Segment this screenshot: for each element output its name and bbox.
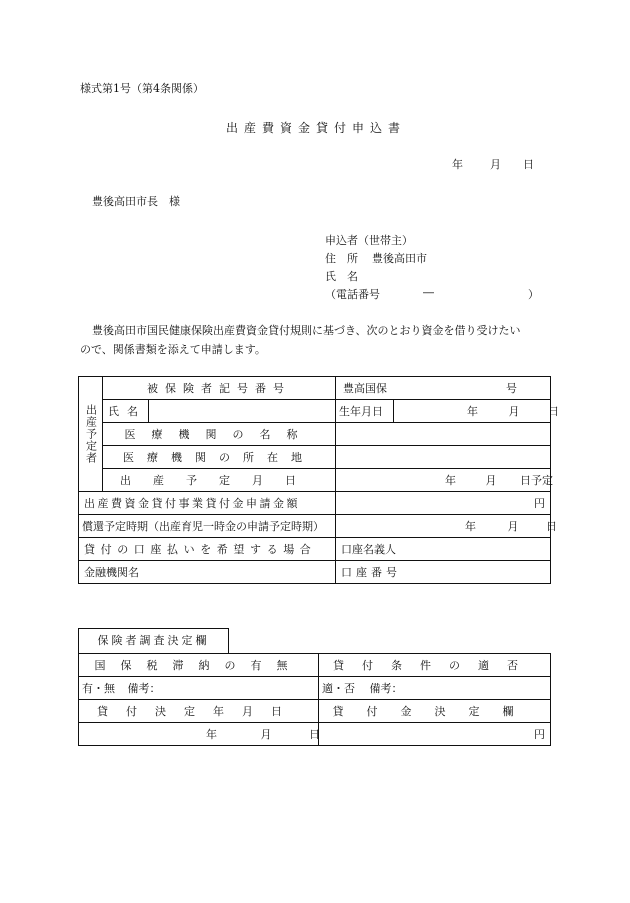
tax-row [79,654,551,677]
decision-date-label: 貸付決定年月日 [97,705,300,718]
insured-no-field[interactable] [336,377,551,400]
decision-month: 月 [260,728,272,741]
addressee: 豊後高田市長 様 [92,195,180,208]
decision-amount-yen: 円 [534,728,545,741]
repay-row [79,515,551,538]
hospital-address-row [79,446,551,469]
hospital-name-field[interactable] [336,423,551,446]
phone-label: （電話番号 [325,288,380,301]
status-row [79,677,551,700]
insured-suffix: 号 [506,382,517,395]
due-date-label: 出産予定月日 [120,474,318,487]
decision-year: 年 [206,728,217,741]
tax-label: 国保税滞納の有無 [94,659,303,672]
hospital-name-label: 医療機関の名称 [124,428,314,441]
loan-amount-row [79,492,551,515]
decision-amount-label: 貸付金決定欄 [332,705,537,718]
decision-amount-field[interactable] [319,723,551,746]
address-label: 住 所 [325,252,358,265]
applicant-name-label: 氏 名 [325,270,358,283]
cond-label: 貸付条件の適否 [333,659,536,672]
cond-remarks[interactable] [365,677,551,700]
bank-row [79,561,551,584]
loan-amount-label: 出産費資金貸付事業貸付金申請金額 [84,497,300,510]
account-holder-label: 口座名義人 [341,543,396,556]
decision-value-row [79,723,551,746]
due-date-field[interactable] [336,469,551,492]
loan-amount-yen: 円 [534,497,545,510]
yes-no[interactable]: 有・無 [79,677,123,700]
insured-no-label: 被保険者記号番号 [147,382,291,395]
insurer-tab [78,628,229,653]
date-year: 年 [452,158,463,171]
insured-number-row [79,377,551,400]
repay-year: 年 [465,520,476,533]
name-field[interactable] [149,400,336,423]
birth-year: 年 [467,405,478,418]
side-label: 出産予定者 [84,404,98,464]
repay-label: 償還予定時期（出産育児一時金の申請予定時期） [79,515,336,538]
application-table [78,376,559,584]
date-month: 月 [490,158,501,171]
birth-month: 月 [508,405,520,418]
repay-month: 月 [507,520,519,533]
phone-dash: ― [423,286,434,299]
account-number-field[interactable] [336,561,551,584]
account-label: 貸付の口座払いを希望する場合 [84,543,317,556]
repay-day: 日 [546,520,557,533]
birth-day: 日 [548,405,559,418]
decision-header-row [79,700,551,723]
birth-label: 生年月日 [336,400,394,423]
account-number-label: 口座番号 [341,566,401,579]
due-year: 年 [445,474,456,487]
name-row [79,400,551,423]
bank-label: 金融機関名 [84,566,139,579]
account-row [79,538,551,561]
address-value[interactable]: 豊後高田市 [372,252,427,265]
form-number: 様式第1号（第4条関係） [80,82,204,95]
applicant-label: 申込者（世帯主） [325,234,413,247]
intro-line-1: 豊後高田市国民健康保険出産費資金貸付規則に基づき、次のとおり資金を借り受けたい [92,324,521,337]
decision-day: 日 [309,728,320,741]
intro-line-2: ので、関係書類を添えて申請します。 [80,343,266,356]
hospital-address-field[interactable] [336,446,551,469]
phone-close: ） [528,288,539,301]
cond-remarks-label: 備考： [369,682,403,695]
tax-remarks[interactable] [123,677,319,700]
loan-amount-field[interactable] [336,492,551,515]
insured-prefix: 豊高国保 [343,382,387,395]
date-day: 日 [523,158,534,171]
hospital-name-row [79,423,551,446]
bank-field[interactable] [79,561,336,584]
repay-field[interactable] [336,515,557,538]
insurer-tab-title: 保険者調査決定欄 [97,634,210,647]
due-month: 月 [485,474,497,487]
name-label: 氏名 [103,400,149,423]
due-date-row [79,469,551,492]
ok-ng[interactable]: 適・否 [319,677,365,700]
due-suffix: 日予定 [520,474,553,487]
hospital-address-label: 医療機関の所在地 [123,451,315,464]
insurer-table [78,653,551,746]
birth-field[interactable] [394,400,559,423]
account-holder-field[interactable] [336,538,551,561]
decision-date-field[interactable] [79,723,319,746]
tax-remarks-label: 備考： [127,682,161,695]
document-title: 出産費資金貸付申込書 [226,121,407,135]
side-label-cell [79,377,103,492]
